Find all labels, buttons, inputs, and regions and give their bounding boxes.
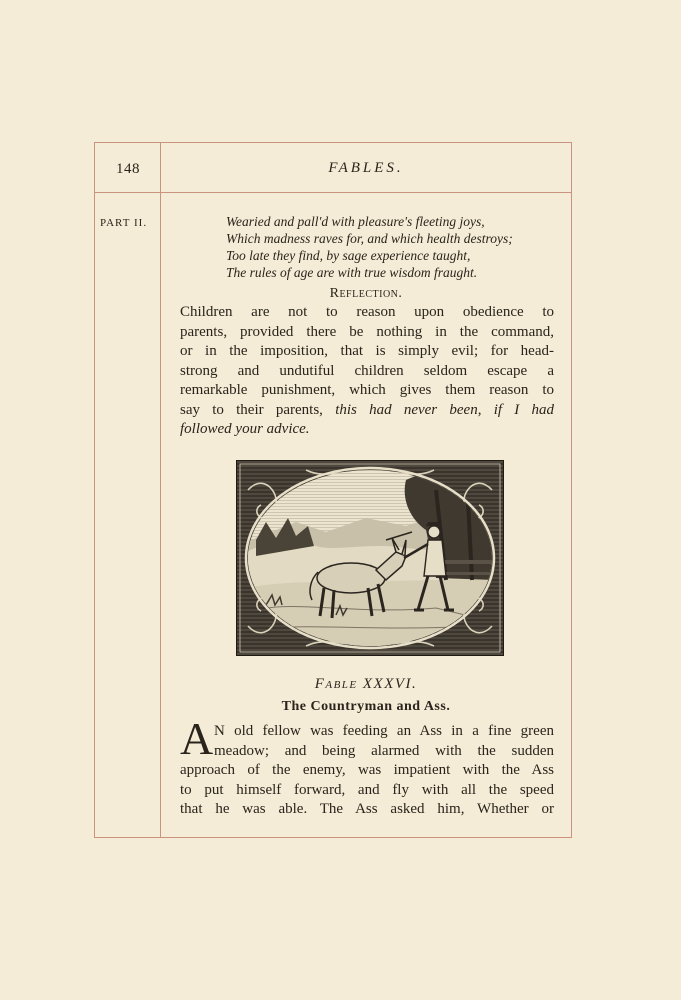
drop-cap: A: [180, 713, 214, 764]
verse-line: Too late they find, by sage experience taught,: [226, 248, 471, 263]
reflection-heading: Reflection.: [329, 286, 403, 301]
reflection-italic-text: this had never been, if I had: [335, 401, 555, 418]
reflection-line: or in the imposition, that is simply evil; for head-: [180, 343, 554, 359]
fable-title: The Countryman and Ass.: [281, 699, 451, 714]
margin-note-part: PART II.: [100, 217, 148, 229]
reflection-line: parents, provided there be nothing in the command,: [180, 323, 554, 340]
verse-block: [226, 213, 566, 281]
verse-line: The rules of age are with true wisdom fraught.: [226, 265, 478, 280]
fable-line: meadow; and being alarmed with the sudden: [214, 742, 554, 759]
margin-rule: [160, 142, 161, 837]
reflection-line-italic: followed your advice.: [180, 421, 310, 437]
woodcut-illustration-icon: [236, 460, 504, 656]
fable-line: to put himself forward, and fly with all the speed: [180, 781, 554, 798]
reflection-line: remarkable punishment, which gives them reason to: [180, 382, 554, 398]
verse-line: Wearied and pall'd with pleasure's fleeting joys,: [226, 214, 485, 229]
fable-line: approach of the enemy, was impatient with the Ass: [180, 762, 554, 778]
page-number: 148: [116, 161, 140, 177]
reflection-body: [180, 303, 554, 440]
running-head: FABLES.: [328, 160, 404, 176]
fable-body: [180, 722, 554, 820]
fable-line: N old fellow was feeding an Ass in a fine green: [214, 723, 554, 739]
header-rule: [94, 192, 571, 193]
reflection-line: Children are not to reason upon obedience to: [180, 304, 554, 320]
fable-number: Fable XXXVI.: [314, 676, 418, 692]
reflection-line: strong and undutiful children seldom escape a: [180, 362, 554, 379]
reflection-text: say to their parents,: [180, 401, 336, 418]
fable-line: that he was able. The Ass asked him, Whether or: [180, 801, 554, 817]
verse-line: Which madness raves for, and which health destroys;: [226, 231, 513, 246]
reflection-line-mixed: [180, 401, 554, 421]
